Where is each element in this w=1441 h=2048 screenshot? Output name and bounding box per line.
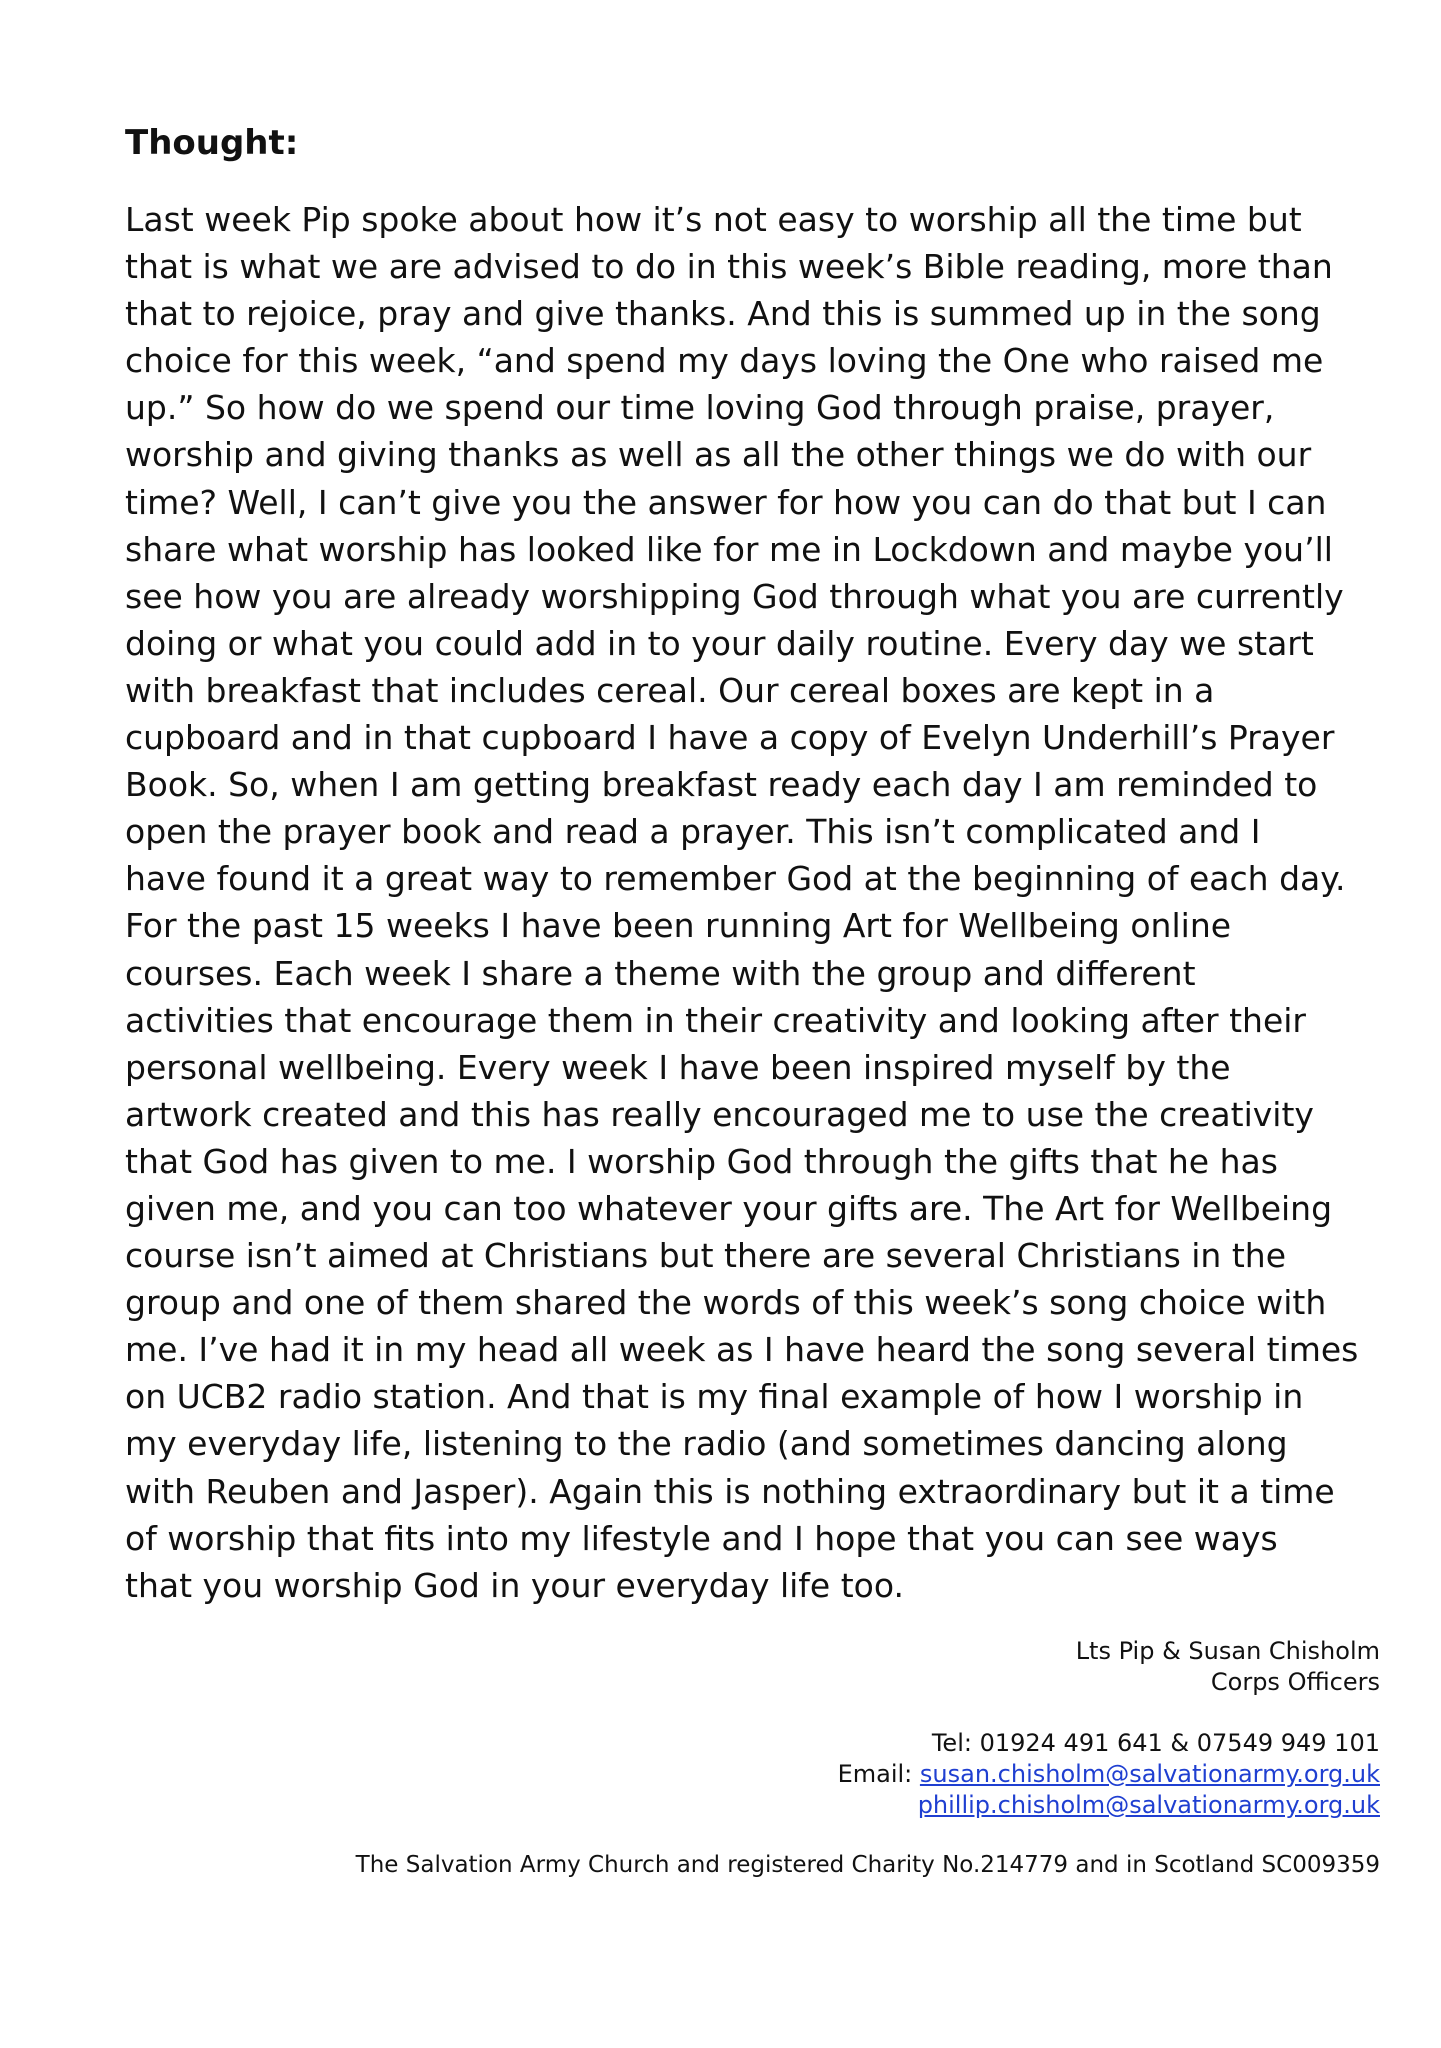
email-label: Email: bbox=[837, 1760, 920, 1788]
contact-email-row-2 bbox=[838, 1790, 1380, 1821]
page-heading: Thought: bbox=[125, 123, 299, 163]
paragraph-line: with breakfast that includes cereal. Our cereal boxes are kept in a bbox=[125, 670, 1215, 710]
charity-notice: The Salvation Army Church and registered Charity No.214779 and in Scotland SC009359 bbox=[355, 1852, 1380, 1878]
signature-names: Lts Pip & Susan Chisholm bbox=[1075, 1637, 1380, 1665]
paragraph-line: of worship that fits into my lifestyle and I hope that you can see ways bbox=[125, 1518, 1278, 1558]
paragraph-line: that to rejoice, pray and give thanks. And this is summed up in the song bbox=[125, 294, 1321, 334]
paragraph-line: on UCB2 radio station. And that is my final example of how I worship in bbox=[125, 1377, 1304, 1417]
paragraph-line: activities that encourage them in their creativity and looking after their bbox=[125, 1000, 1306, 1040]
signature-block bbox=[838, 1636, 1380, 1821]
signature-role: Corps Officers bbox=[1210, 1668, 1380, 1696]
paragraph-line: choice for this week, “and spend my days loving the One who raised me bbox=[125, 341, 1324, 381]
email-link-susan[interactable]: susan.chisholm@salvationarmy.org.uk bbox=[919, 1760, 1380, 1788]
paragraph-line: that is what we are advised to do in this week’s Bible reading, more than bbox=[125, 247, 1333, 287]
paragraph-line: time? Well, I can’t give you the answer for how you can do that but I can bbox=[125, 482, 1327, 522]
email-link-phillip[interactable]: phillip.chisholm@salvationarmy.org.uk bbox=[917, 1791, 1380, 1819]
contact-email-row bbox=[838, 1759, 1380, 1790]
paragraph-line: group and one of them shared the words of this week’s song choice with bbox=[125, 1283, 1327, 1323]
paragraph-line: share what worship has looked like for me in Lockdown and maybe you’ll bbox=[125, 529, 1333, 569]
paragraph-line: my everyday life, listening to the radio (and sometimes dancing along bbox=[125, 1424, 1288, 1464]
paragraph-line: with Reuben and Jasper). Again this is nothing extraordinary but it a time bbox=[125, 1471, 1335, 1511]
paragraph-line: me. I’ve had it in my head all week as I have heard the song several times bbox=[125, 1330, 1359, 1370]
paragraph-line: that God has given to me. I worship God through the gifts that he has bbox=[125, 1141, 1278, 1181]
paragraph-line: have found it a great way to remember God at the beginning of each day. bbox=[125, 859, 1346, 899]
paragraph-line: For the past 15 weeks I have been running Art for Wellbeing online bbox=[125, 906, 1232, 946]
paragraph-line: Last week Pip spoke about how it’s not easy to worship all the time but bbox=[125, 200, 1302, 239]
paragraph-line: open the prayer book and read a prayer. This isn’t complicated and I bbox=[125, 812, 1261, 852]
paragraph-line: personal wellbeing. Every week I have been inspired myself by the bbox=[125, 1047, 1231, 1087]
spacer bbox=[838, 1698, 1380, 1728]
thought-paragraph bbox=[125, 196, 1385, 1609]
paragraph-line: up.” So how do we spend our time loving God through praise, prayer, bbox=[125, 388, 1275, 428]
paragraph-line: worship and giving thanks as well as all the other things we do with our bbox=[125, 435, 1312, 475]
paragraph-line: Book. So, when I am getting breakfast ready each day I am reminded to bbox=[125, 765, 1318, 805]
paragraph-line: doing or what you could add in to your daily routine. Every day we start bbox=[125, 623, 1314, 663]
paragraph-line: courses. Each week I share a theme with the group and different bbox=[125, 953, 1196, 993]
paragraph-line: cupboard and in that cupboard I have a copy of Evelyn Underhill’s Prayer bbox=[125, 718, 1335, 758]
contact-telephone: Tel: 01924 491 641 & 07549 949 101 bbox=[931, 1729, 1380, 1757]
paragraph-line: see how you are already worshipping God through what you are currently bbox=[125, 576, 1344, 616]
paragraph-line: artwork created and this has really encouraged me to use the creativity bbox=[125, 1094, 1314, 1134]
paragraph-line: that you worship God in your everyday life too. bbox=[125, 1565, 904, 1605]
paragraph-line: course isn’t aimed at Christians but there are several Christians in the bbox=[125, 1236, 1286, 1276]
paragraph-line: given me, and you can too whatever your gifts are. The Art for Wellbeing bbox=[125, 1188, 1333, 1228]
